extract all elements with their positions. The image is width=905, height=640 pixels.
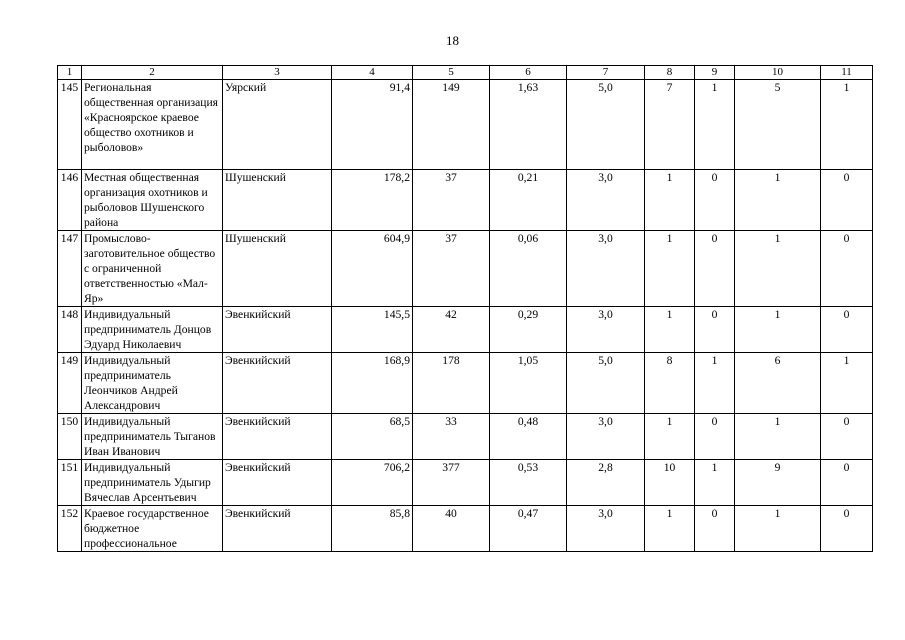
column-header: 5 xyxy=(413,66,490,80)
cell-col5: 178 xyxy=(413,353,490,414)
cell-col11: 0 xyxy=(821,170,873,231)
cell-col11: 1 xyxy=(821,353,873,414)
cell-col4: 145,5 xyxy=(332,307,413,353)
cell-col10: 1 xyxy=(735,307,821,353)
cell-col9: 0 xyxy=(695,231,735,307)
cell-col8: 7 xyxy=(645,80,695,170)
cell-col9: 0 xyxy=(695,170,735,231)
cell-col10: 9 xyxy=(735,460,821,506)
cell-col9: 0 xyxy=(695,506,735,552)
cell-col7: 2,8 xyxy=(567,460,645,506)
row-number: 146 xyxy=(58,170,82,231)
district: Шушенский xyxy=(223,231,332,307)
cell-col7: 3,0 xyxy=(567,307,645,353)
data-table xyxy=(57,65,873,552)
table-row xyxy=(58,307,873,353)
table-row xyxy=(58,80,873,170)
cell-col11: 0 xyxy=(821,307,873,353)
organization-name: Индивидуальный предприниматель Удыгир Вячеслав Арсентьевич xyxy=(82,460,223,506)
column-header: 6 xyxy=(490,66,567,80)
cell-col6: 1,63 xyxy=(490,80,567,170)
cell-col6: 0,53 xyxy=(490,460,567,506)
organization-name: Промыслово-заготовительное общество с ограниченной ответственностью «Мал-Яр» xyxy=(82,231,223,307)
cell-col4: 168,9 xyxy=(332,353,413,414)
cell-col5: 33 xyxy=(413,414,490,460)
column-header: 2 xyxy=(82,66,223,80)
cell-col7: 3,0 xyxy=(567,231,645,307)
district: Эвенкийский xyxy=(223,307,332,353)
column-header: 10 xyxy=(735,66,821,80)
cell-col9: 0 xyxy=(695,414,735,460)
row-number: 145 xyxy=(58,80,82,170)
table-row xyxy=(58,506,873,552)
cell-col9: 1 xyxy=(695,460,735,506)
district: Эвенкийский xyxy=(223,460,332,506)
cell-col11: 0 xyxy=(821,414,873,460)
column-header: 7 xyxy=(567,66,645,80)
district: Уярский xyxy=(223,80,332,170)
district: Эвенкийский xyxy=(223,506,332,552)
cell-col7: 3,0 xyxy=(567,506,645,552)
cell-col10: 6 xyxy=(735,353,821,414)
table-row xyxy=(58,170,873,231)
organization-name: Индивидуальный предприниматель Донцов Эдуард Николаевич xyxy=(82,307,223,353)
column-header: 4 xyxy=(332,66,413,80)
organization-name: Индивидуальный предприниматель Тыганов Иван Иванович xyxy=(82,414,223,460)
cell-col9: 1 xyxy=(695,80,735,170)
cell-col7: 3,0 xyxy=(567,414,645,460)
cell-col5: 37 xyxy=(413,231,490,307)
cell-col4: 91,4 xyxy=(332,80,413,170)
row-number: 147 xyxy=(58,231,82,307)
table-row xyxy=(58,460,873,506)
column-header: 9 xyxy=(695,66,735,80)
cell-col5: 37 xyxy=(413,170,490,231)
cell-col11: 0 xyxy=(821,231,873,307)
cell-col11: 0 xyxy=(821,506,873,552)
column-header: 1 xyxy=(58,66,82,80)
column-header: 3 xyxy=(223,66,332,80)
cell-col10: 1 xyxy=(735,231,821,307)
organization-name: Индивидуальный предприниматель Леончиков Андрей Александрович xyxy=(82,353,223,414)
cell-col7: 5,0 xyxy=(567,353,645,414)
row-number: 152 xyxy=(58,506,82,552)
table-row xyxy=(58,353,873,414)
cell-col5: 377 xyxy=(413,460,490,506)
district: Шушенский xyxy=(223,170,332,231)
cell-col4: 604,9 xyxy=(332,231,413,307)
cell-col10: 5 xyxy=(735,80,821,170)
header-row xyxy=(58,66,873,80)
cell-col10: 1 xyxy=(735,506,821,552)
row-number: 150 xyxy=(58,414,82,460)
cell-col6: 0,48 xyxy=(490,414,567,460)
cell-col10: 1 xyxy=(735,170,821,231)
cell-col7: 5,0 xyxy=(567,80,645,170)
cell-col8: 8 xyxy=(645,353,695,414)
cell-col5: 40 xyxy=(413,506,490,552)
cell-col8: 1 xyxy=(645,170,695,231)
cell-col6: 1,05 xyxy=(490,353,567,414)
cell-col10: 1 xyxy=(735,414,821,460)
cell-col6: 0,21 xyxy=(490,170,567,231)
column-header: 11 xyxy=(821,66,873,80)
page-number: 18 xyxy=(446,33,459,48)
row-number: 148 xyxy=(58,307,82,353)
column-header: 8 xyxy=(645,66,695,80)
cell-col6: 0,29 xyxy=(490,307,567,353)
cell-col4: 706,2 xyxy=(332,460,413,506)
cell-col5: 149 xyxy=(413,80,490,170)
cell-col8: 1 xyxy=(645,414,695,460)
cell-col11: 0 xyxy=(821,460,873,506)
cell-col8: 1 xyxy=(645,231,695,307)
cell-col8: 1 xyxy=(645,506,695,552)
cell-col9: 0 xyxy=(695,307,735,353)
district: Эвенкийский xyxy=(223,414,332,460)
cell-col11: 1 xyxy=(821,80,873,170)
table-row xyxy=(58,231,873,307)
cell-col8: 1 xyxy=(645,307,695,353)
organization-name: Региональная общественная организация «Красноярское краевое общество охотников и рыболовов» xyxy=(82,80,223,170)
table-row xyxy=(58,414,873,460)
cell-col7: 3,0 xyxy=(567,170,645,231)
row-number: 149 xyxy=(58,353,82,414)
cell-col5: 42 xyxy=(413,307,490,353)
district: Эвенкийский xyxy=(223,353,332,414)
cell-col8: 10 xyxy=(645,460,695,506)
organization-name: Краевое государственное бюджетное профессиональное xyxy=(82,506,223,552)
cell-col4: 68,5 xyxy=(332,414,413,460)
row-number: 151 xyxy=(58,460,82,506)
cell-col4: 178,2 xyxy=(332,170,413,231)
cell-col6: 0,06 xyxy=(490,231,567,307)
cell-col6: 0,47 xyxy=(490,506,567,552)
organization-name: Местная общественная организация охотников и рыболовов Шушенского района xyxy=(82,170,223,231)
cell-col9: 1 xyxy=(695,353,735,414)
cell-col4: 85,8 xyxy=(332,506,413,552)
